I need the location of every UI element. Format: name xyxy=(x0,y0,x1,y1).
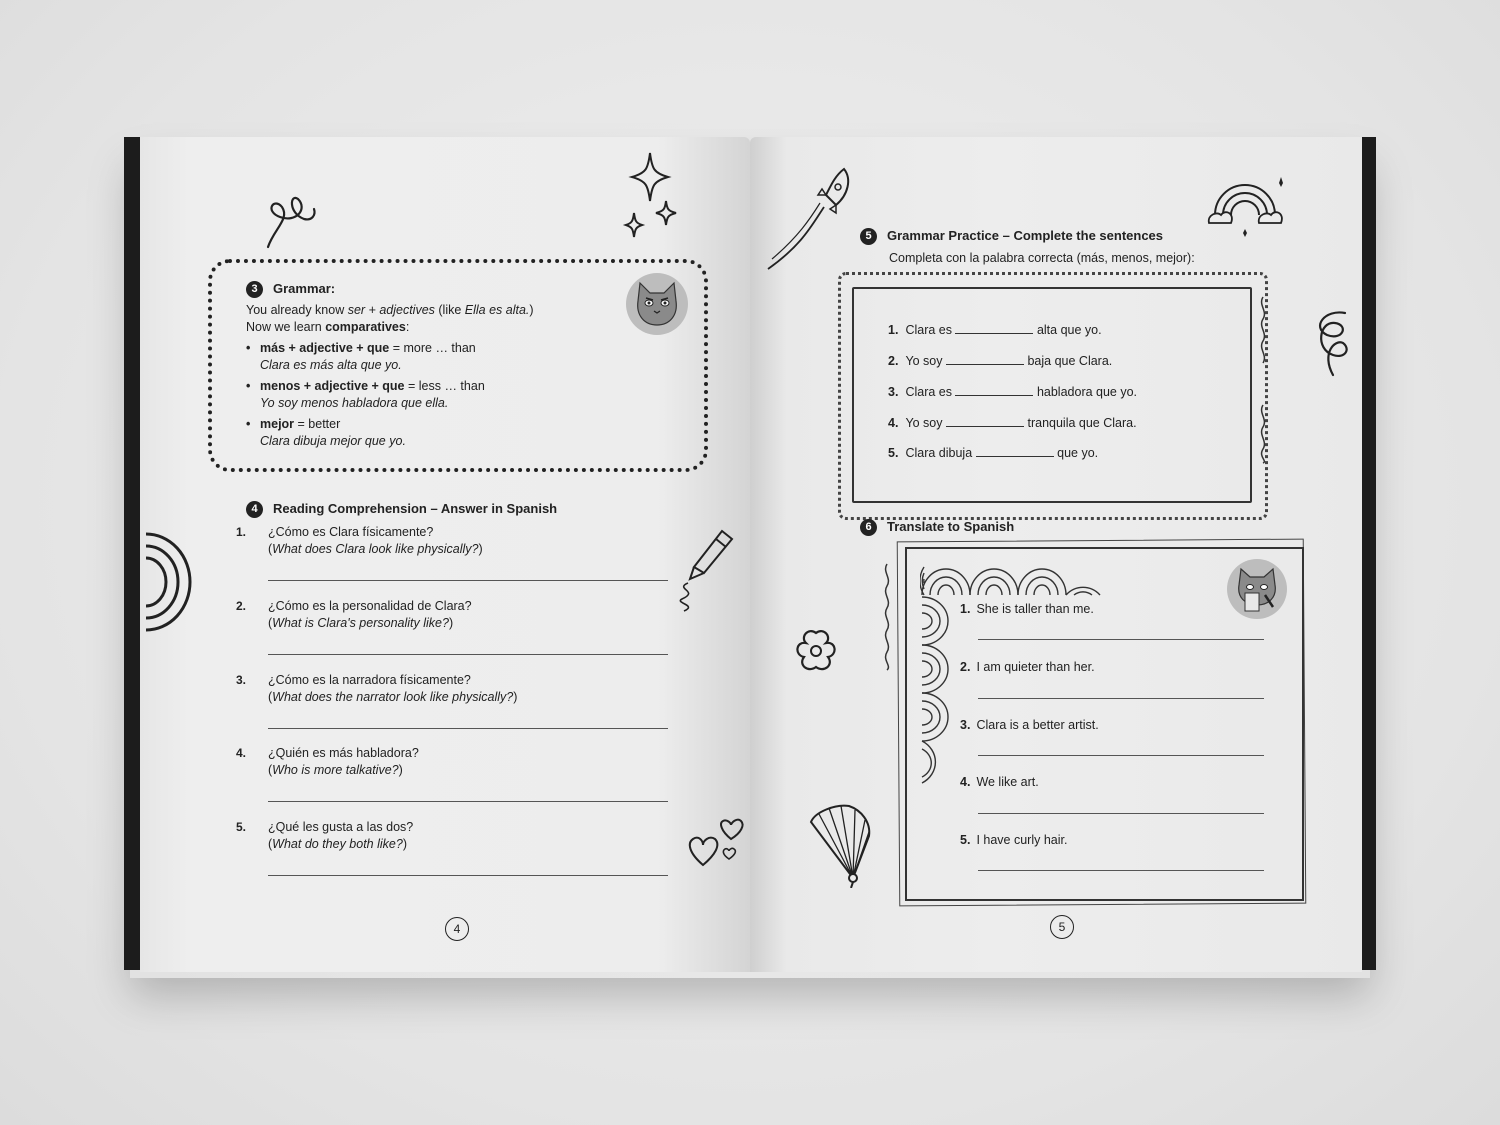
question-es: ¿Cómo es la narradora físicamente? xyxy=(268,673,471,687)
item-number: 2. xyxy=(888,354,899,368)
rule-example: Clara es más alta que yo. xyxy=(260,358,402,373)
section-number: 5 xyxy=(860,228,877,245)
translate-heading xyxy=(860,519,1014,536)
practice-heading xyxy=(860,228,1163,245)
item-number: 4. xyxy=(888,416,899,430)
intro-text: Now we learn xyxy=(246,320,326,335)
practice-subtitle: Completa con la palabra correcta (más, menos, mejor): xyxy=(889,251,1195,265)
question-item: 3. ¿Cómo es la narradora físicamente? (What does the narrator look like physically?) xyxy=(250,672,670,706)
reading-title: Reading Comprehension – Answer in Spanish xyxy=(273,501,558,516)
fill-in-item xyxy=(888,444,1098,460)
intro-text: You already know xyxy=(246,303,348,318)
item-after: que yo. xyxy=(1057,446,1099,460)
question-es: ¿Cómo es la personalidad de Clara? xyxy=(268,599,472,613)
intro-text: comparatives xyxy=(325,320,406,335)
answer-line[interactable] xyxy=(978,813,1264,814)
flower-icon xyxy=(792,627,840,675)
swirl-icon xyxy=(260,189,320,251)
question-number: 3. xyxy=(236,673,247,687)
item-number: 1. xyxy=(960,602,971,616)
rocket-icon xyxy=(762,165,862,275)
item-before: Yo soy xyxy=(905,416,943,430)
grammar-box xyxy=(208,259,708,472)
answer-line[interactable] xyxy=(978,698,1264,699)
answer-line[interactable] xyxy=(978,755,1264,756)
rule-meaning: = better xyxy=(294,417,341,432)
section-number: 4 xyxy=(246,501,263,518)
section-number: 3 xyxy=(246,281,263,298)
rule-example: Clara dibuja mejor que yo. xyxy=(260,434,406,449)
item-after: baja que Clara. xyxy=(1027,354,1113,368)
item-text: I am quieter than her. xyxy=(976,660,1095,674)
item-number: 5. xyxy=(960,833,971,847)
practice-title: Grammar Practice – Complete the sentences xyxy=(887,228,1164,243)
item-number: 1. xyxy=(888,323,899,337)
blank-field[interactable] xyxy=(976,444,1054,457)
question-en: What does the narrator look like physically? xyxy=(272,690,514,704)
grammar-rule xyxy=(246,416,646,450)
sparkles-icon xyxy=(620,149,692,245)
translate-item xyxy=(960,660,1095,674)
arches-icon xyxy=(920,565,1105,785)
intro-text: ) xyxy=(529,303,534,318)
question-number: 5. xyxy=(236,820,247,834)
intro-text: ser + adjectives xyxy=(347,303,435,318)
item-number: 2. xyxy=(960,660,971,674)
blank-field[interactable] xyxy=(955,383,1033,396)
page-number: 5 xyxy=(1050,915,1074,939)
intro-text: : xyxy=(405,320,410,335)
answer-line[interactable] xyxy=(268,580,668,581)
fill-in-item xyxy=(888,321,1102,337)
item-after: tranquila que Clara. xyxy=(1027,416,1137,430)
translate-title: Translate to Spanish xyxy=(887,519,1015,534)
intro-text: (like xyxy=(434,303,465,318)
item-after: alta que yo. xyxy=(1036,323,1102,337)
hearts-icon xyxy=(685,813,751,873)
squiggle-decoration xyxy=(880,562,894,672)
translate-item xyxy=(960,602,1094,616)
blank-field[interactable] xyxy=(955,321,1033,334)
item-number: 4. xyxy=(960,775,971,789)
left-page xyxy=(140,137,750,972)
rule-example: Yo soy menos habladora que ella. xyxy=(260,396,449,411)
translate-item xyxy=(960,775,1039,789)
question-number: 2. xyxy=(236,599,247,613)
fan-icon xyxy=(805,802,875,888)
item-after: habladora que yo. xyxy=(1036,385,1138,399)
cat-icon xyxy=(624,271,690,337)
answer-line[interactable] xyxy=(268,728,668,729)
rainbow-icon xyxy=(1205,167,1287,239)
question-es: ¿Qué les gusta a las dos? xyxy=(268,820,414,834)
translate-item xyxy=(960,718,1099,732)
grammar-intro xyxy=(246,302,646,336)
question-en: What does Clara look like physically? xyxy=(272,542,479,556)
question-item: 2. ¿Cómo es la personalidad de Clara? (What is Clara's personality like?) xyxy=(250,598,670,632)
answer-line[interactable] xyxy=(268,801,668,802)
right-page xyxy=(750,137,1362,972)
answer-line[interactable] xyxy=(978,870,1264,871)
question-item: 1. ¿Cómo es Clara físicamente? (What does Clara look like physically?) xyxy=(250,524,670,558)
answer-line[interactable] xyxy=(978,639,1264,640)
question-number: 4. xyxy=(236,746,247,760)
rule-meaning: = less … than xyxy=(404,379,485,394)
fill-in-item xyxy=(888,352,1112,368)
section-number: 6 xyxy=(860,519,877,536)
fill-in-item xyxy=(888,383,1137,399)
grammar-heading xyxy=(246,281,646,298)
translate-item xyxy=(960,833,1067,847)
item-before: Yo soy xyxy=(905,354,943,368)
cat-icon xyxy=(1225,557,1289,621)
item-text: Clara is a better artist. xyxy=(976,718,1099,732)
arches-icon xyxy=(144,532,192,632)
page-number: 4 xyxy=(445,917,469,941)
question-en: Who is more talkative? xyxy=(272,763,399,777)
item-text: We like art. xyxy=(976,775,1039,789)
item-before: Clara es xyxy=(905,323,952,337)
item-number: 5. xyxy=(888,446,899,460)
grammar-title: Grammar: xyxy=(273,281,336,296)
question-number: 1. xyxy=(236,525,247,539)
item-before: Clara es xyxy=(905,385,952,399)
rule-meaning: = more … than xyxy=(389,341,476,356)
grammar-rule xyxy=(246,378,646,412)
rule-form: más + adjective + que xyxy=(260,341,390,356)
item-text: I have curly hair. xyxy=(976,833,1068,847)
question-es: ¿Cómo es Clara físicamente? xyxy=(268,525,434,539)
rule-form: menos + adjective + que xyxy=(260,379,405,394)
blank-field[interactable] xyxy=(946,352,1024,365)
item-number: 3. xyxy=(888,385,899,399)
intro-text: Ella es alta. xyxy=(464,303,530,318)
reading-heading xyxy=(246,501,557,518)
question-item: 4. ¿Quién es más habladora? (Who is more talkative?) xyxy=(250,745,670,779)
rule-form: mejor xyxy=(260,417,295,432)
grammar-rule xyxy=(246,340,646,374)
item-text: She is taller than me. xyxy=(976,602,1094,616)
question-item: 5. ¿Qué les gusta a las dos? (What do they both like?) xyxy=(250,819,670,853)
answer-line[interactable] xyxy=(268,875,668,876)
pencil-icon xyxy=(670,527,736,613)
swirl-icon xyxy=(1305,305,1355,381)
fill-in-item xyxy=(888,414,1137,430)
question-en: What do they both like? xyxy=(272,837,403,851)
squiggle-decoration xyxy=(1256,295,1270,465)
question-es: ¿Quién es más habladora? xyxy=(268,746,419,760)
question-en: What is Clara's personality like? xyxy=(272,616,449,630)
item-before: Clara dibuja xyxy=(905,446,973,460)
item-number: 3. xyxy=(960,718,971,732)
answer-line[interactable] xyxy=(268,654,668,655)
blank-field[interactable] xyxy=(946,414,1024,427)
